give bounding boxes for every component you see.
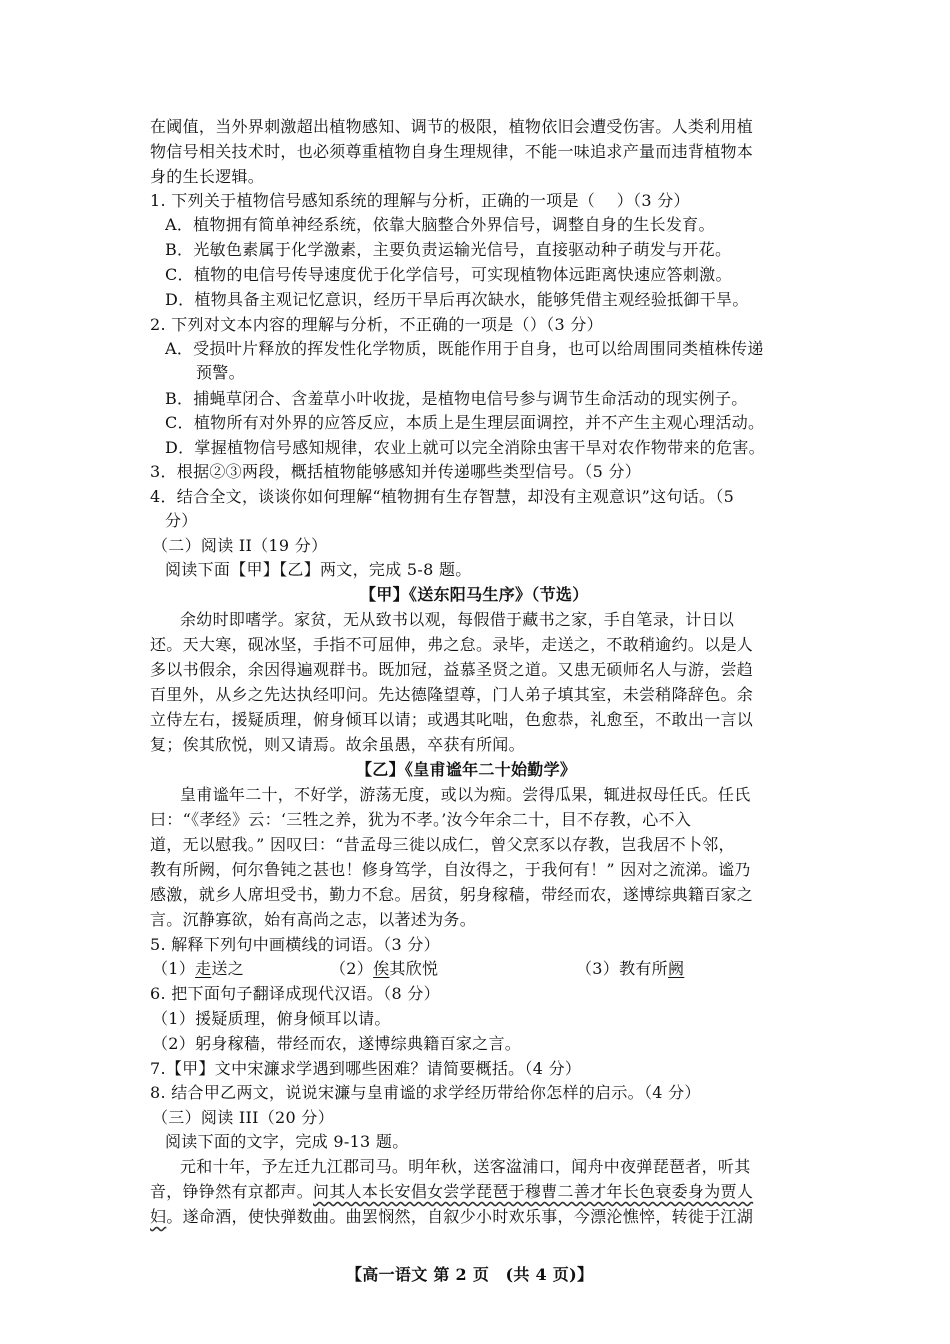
intro-line-3: 身的生长逻辑。 — [150, 167, 265, 186]
yi-line-4: 教有所阙，何尔鲁钝之甚也！修身笃学，自汝得之，于我何有！” 因对之流涕。谧乃 — [150, 860, 751, 879]
yi-title: 【乙】《皇甫谧年二十始勤学》 — [356, 760, 577, 779]
q5-item-1-underlined: 走 — [195, 959, 212, 978]
q3: 3．根据②③两段，概括植物能够感知并传递哪些类型信号。（5 分） — [150, 462, 642, 481]
jia-title: 【甲】《送东阳马生序》（节选） — [360, 585, 589, 604]
section3-heading: （三）阅读 III（20 分） — [152, 1108, 334, 1127]
q2-option-d: D．掌握植物信号感知规律，农业上就可以完全消除虫害干旱对农作物带来的危害。 — [165, 438, 765, 457]
jia-line-1: 余幼时即嗜学。家贫，无从致书以观，每假借于藏书之家，手自笔录，计日以 — [180, 610, 735, 629]
yi-line-5: 感激，就乡人席坦受书，勤力不怠。居贫，躬身稼穑，带经而农，遂博综典籍百家之 — [150, 885, 754, 904]
q5-item-3: （3）教有所阙 — [576, 959, 685, 978]
intro-line-1: 在阈值，当外界刺激超出植物感知、调节的极限，植物依旧会遭受伤害。人类利用植 — [150, 117, 754, 136]
passage3-line-1: 元和十年，予左迁九江郡司马。明年秋，送客湓浦口，闻舟中夜弹琵琶者，听其 — [180, 1157, 751, 1176]
q5-stem: 5. 解释下列句中画横线的词语。（3 分） — [150, 935, 440, 954]
section2-instruction: 阅读下面【甲】【乙】两文，完成 5-8 题。 — [165, 560, 472, 579]
jia-line-2: 还。天大寒，砚冰坚，手指不可屈伸，弗之怠。录毕，走送之，不敢稍逾约。以是人 — [150, 635, 754, 654]
yi-line-3: 道，无以慰我。” 因叹曰：“昔孟母三徙以成仁，曾父烹豕以存教，岂我居不卜邻， — [150, 835, 735, 854]
yi-line-1: 皇甫谧年二十，不好学，游荡无度，或以为痴。尝得瓜果，辄进叔母任氏。任氏 — [180, 785, 751, 804]
q5-item-3-underlined: 阙 — [667, 959, 685, 978]
q2-stem: 2. 下列对文本内容的理解与分析，不正确的一项是（）（3 分） — [150, 315, 603, 334]
q6-item-2: （2）躬身稼穑，带经而农，遂博综典籍百家之言。 — [152, 1034, 522, 1053]
q6-stem: 6. 把下面句子翻译成现代汉语。（8 分） — [150, 984, 440, 1003]
q5-item-2-underlined: 俟 — [373, 959, 390, 978]
section2-heading: （二）阅读 II（19 分） — [152, 536, 328, 555]
section3-instruction: 阅读下面的文字，完成 9-13 题。 — [165, 1132, 409, 1151]
q2-option-a-line2: 预警。 — [196, 363, 245, 382]
q4-line-1: 4．结合全文，谈谈你如何理解“植物拥有生存智慧，却没有主观意识”这句话。（5 — [150, 487, 735, 506]
q1-option-b: B．光敏色素属于化学激素，主要负责运输光信号，直接驱动种子萌发与开花。 — [165, 240, 732, 259]
jia-line-6: 复；俟其欣悦，则又请焉。故余虽愚，卒获有所闻。 — [150, 735, 525, 754]
q5-item-2: （2）俟其欣悦 — [330, 959, 439, 978]
q2-option-b: B．捕蝇草闭合、含羞草小叶收拢，是植物电信号参与调节生命活动的现实例子。 — [165, 389, 748, 408]
q4-line-2: 分） — [165, 511, 198, 530]
passage3-line-3: 妇。遂命酒，使快弹数曲。曲罢悯然，自叙少小时欢乐事，今漂沦憔悴，转徙于江湖 — [150, 1207, 754, 1226]
page-footer: 【高一语文 第 2 页 (共 4 页)】 — [346, 1265, 594, 1284]
q1-option-c: C．植物的电信号传导速度优于化学信号，可实现植物体远距离快速应答刺激。 — [165, 265, 732, 284]
jia-line-5: 立侍左右，援疑质理，俯身倾耳以请；或遇其叱咄，色愈恭，礼愈至，不敢出一言以 — [150, 710, 754, 729]
q8: 8. 结合甲乙两文，说说宋濂与皇甫谧的求学经历带给你怎样的启示。（4 分） — [150, 1083, 701, 1102]
q1-option-d: D．植物具备主观记忆意识，经历干旱后再次缺水，能够凭借主观经验抵御干旱。 — [165, 290, 749, 309]
q2-option-c: C．植物所有对外界的应答反应，本质上是生理层面调控，并不产生主观心理活动。 — [165, 413, 765, 432]
q1-option-a: A．植物拥有简单神经系统，依靠大脑整合外界信号，调整自身的生长发育。 — [165, 215, 715, 234]
passage3-line-2: 音，铮铮然有京都声。问其人本长安倡女尝学琵琶于穆曹二善才年长色衰委身为贾人 — [150, 1182, 754, 1201]
jia-line-3: 多以书假余，余因得遍观群书。既加冠，益慕圣贤之道。又患无硕师名人与游，尝趋 — [150, 660, 754, 679]
passage3-wavy-underline: 问其人本长安倡女尝学琵琶于穆曹二善才年长色衰委身为贾人 — [313, 1182, 754, 1201]
q2-option-a-line1: A．受损叶片释放的挥发性化学物质，既能作用于自身，也可以给周围同类植株传递 — [165, 339, 764, 358]
yi-line-6: 言。沉静寡欲，始有高尚之志，以著述为务。 — [150, 910, 477, 929]
jia-line-4: 百里外，从乡之先达执经叩问。先达德隆望尊，门人弟子填其室，未尝稍降辞色。余 — [150, 685, 754, 704]
q1-stem: 1. 下列关于植物信号感知系统的理解与分析，正确的一项是（ ）（3 分） — [150, 191, 690, 210]
q5-item-1: （1）走送之 — [152, 959, 245, 978]
q7: 7.【甲】文中宋濂求学遇到哪些困难？请简要概括。（4 分） — [150, 1059, 582, 1078]
yi-line-2: 曰：“《孝经》云：‘三牲之养，犹为不孝。’汝今年余二十，目不存教，心不入 — [150, 810, 692, 829]
intro-line-2: 物信号相关技术时，也必须尊重植物自身生理规律，不能一味追求产量而违背植物本 — [150, 142, 754, 161]
q6-item-1: （1）援疑质理，俯身倾耳以请。 — [152, 1009, 391, 1028]
passage3-wavy-underline-end: 妇 — [150, 1207, 167, 1226]
